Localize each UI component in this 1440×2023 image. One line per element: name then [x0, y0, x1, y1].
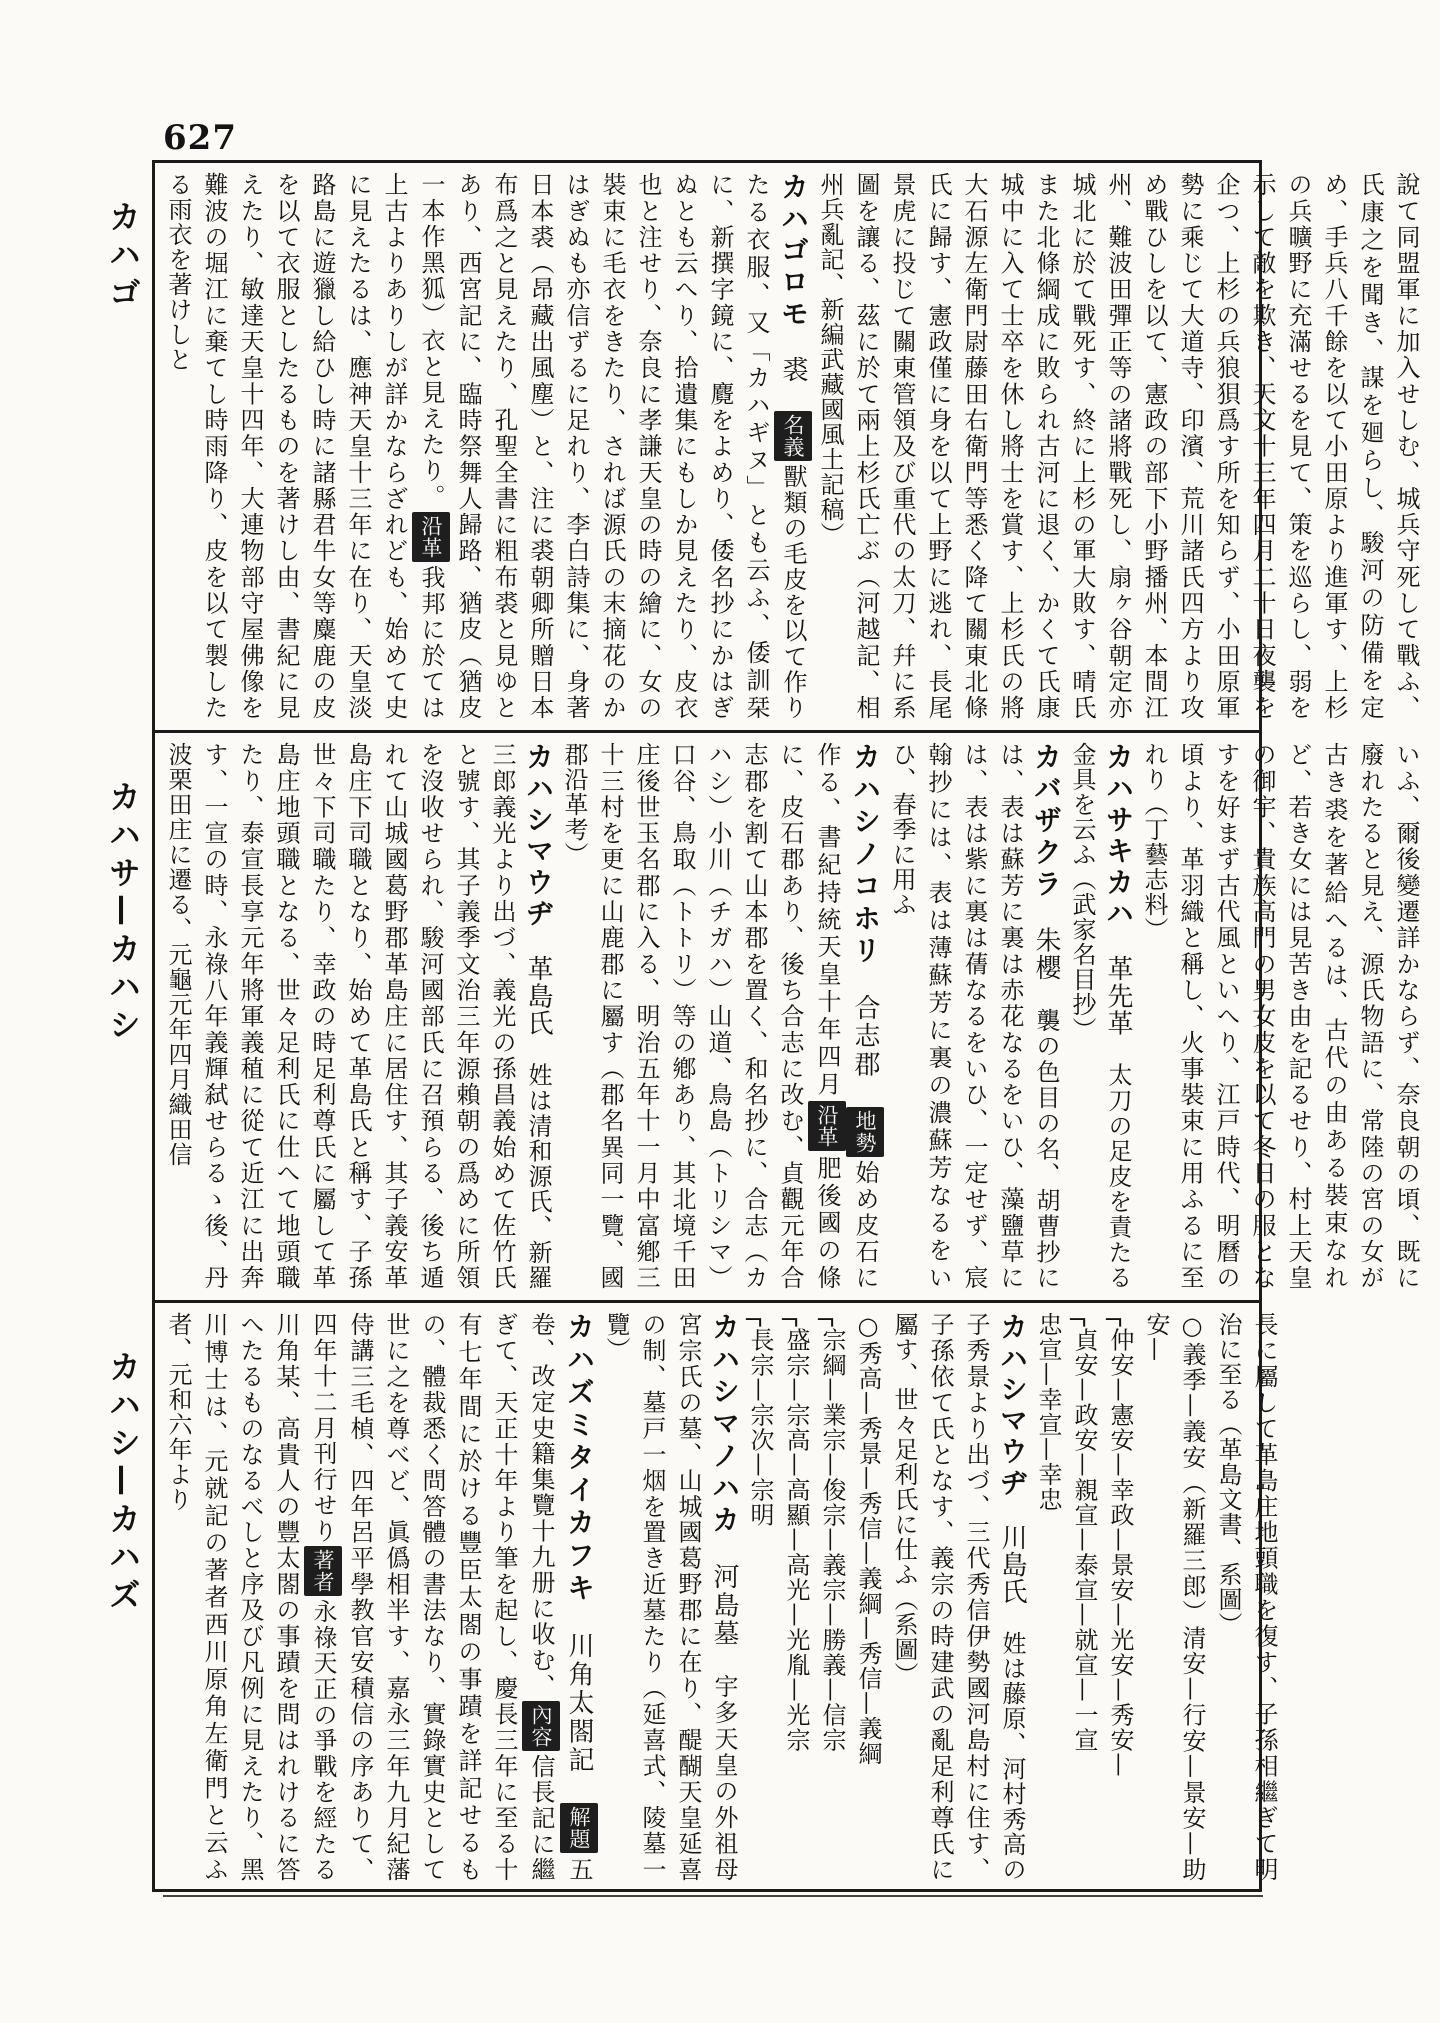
- paragraph: 說て同盟軍に加入せしむ、城兵守死して戰ふ、氏康之を聞き、謀を廻らし、駿河の防備を定め、手兵八千餘を以て小田原より進軍す、上杉の兵曠野に充滿せるを見て、策を巡らし、弱を示して敵を欺き、天文十三年四月二十日夜襲を企つ、上杉の兵狼狽爲す所を知らず、小田原軍勢に乘じて大道寺、印濱、荒川諸氏四方より攻め戰ひしを以て、憲政の部下小野播州、本間江州、難波田彈正等の諸將戰死し、扇ヶ谷朝定亦城北に於て戰死す、終に上杉の軍大敗す、晴氏また北條綱成に敗られ古河に退く、かくて氏康城中に入て士卒を休し將士を賞す、上杉氏の將大石源左衛門尉藤田右衛門等悉く降て關東北條氏に歸す、憲政僅に身を以て上野に逃れ、長尾景虎に投じて關東管領及び重代の太刀、幷に系圖を讓る、茲に於て兩上杉氏亡ぶ（河越記、相州兵亂記、新編武藏國風土記稿）: [816, 172, 1420, 720]
- genealogy-line: ┌長宗—宗次—宗明: [746, 1312, 774, 1528]
- headword-kanji: 革島氏: [523, 955, 553, 1038]
- genealogy-line: ┌仲安—憲安—幸政—景安—光安—秀安—: [1106, 1312, 1134, 1778]
- entry: [884, 742, 1064, 1290]
- entry: [1064, 742, 1136, 1290]
- entry: [886, 1312, 1030, 1882]
- page-number: 627: [163, 118, 237, 158]
- tag-label: 內容: [522, 1701, 560, 1751]
- running-heads: [100, 200, 140, 1800]
- section-divider-1: [152, 730, 1262, 733]
- section-bottom-text: [160, 1308, 1282, 1886]
- headword: カハシノコホリ: [849, 742, 882, 968]
- entry: [160, 742, 556, 1290]
- entry-text: 姓は藤原、河村秀高の子秀景より出づ、三代秀信伊勢國河島村に住す、子孫依て氏となす、義宗の時建武の亂足利尊氏に屬す、世々足利氏に仕ふ（系圖）: [890, 1312, 1026, 1883]
- headword: カハシマノハカ: [708, 1312, 741, 1538]
- section-middle-text: [160, 738, 1424, 1294]
- entry-text: 宇多天皇の外祖母宮宗氏の墓、山城國葛野郡に在り、醍醐天皇延喜の制、墓戸一烟を置き近墓たり（延喜式、陵墓一覽）: [602, 1312, 738, 1883]
- entry-text: 始め皮石に作る、書紀持統天皇十年四月: [813, 742, 879, 1291]
- tag-label: 解題: [560, 1803, 598, 1853]
- section-divider-2: [152, 1300, 1262, 1303]
- headword-kanji: 合志郡: [850, 993, 880, 1079]
- tag-label: 沿革: [412, 512, 450, 562]
- entry-text: 太刀の足皮を責たる金具を云ふ（武家名目抄）: [1068, 742, 1132, 1291]
- headword: カハズミタイカフキ: [563, 1312, 596, 1606]
- entry-text: 襲の色目の名、胡曹抄には、表は蘇芳に裏は赤花なるをいひ、藻鹽草には、表は紫に裏は蒨なるをいひ、一定せず、宸翰抄には、表は薄蘇芳に裏の濃蘇芳なるをいひ、春季に用ふ: [888, 742, 1060, 1291]
- entry: [598, 1312, 742, 1882]
- paragraph: 長に屬して革島庄地頭職を復す、子孫相繼ぎて明治に至る（革島文書、系圖）: [1214, 1312, 1278, 1882]
- headword-kanji: 河島墓: [709, 1563, 739, 1648]
- headword: カハシマウヂ: [996, 1312, 1029, 1499]
- bottom-rule: [163, 1895, 1263, 1897]
- entry-text: 永祿天正の爭戰を經たる川角某、高貴人の豐太閤の事蹟を問はれけるに答へたるものなるべしと序及び凡例に見えたり、黑川博士は、元就記の著者西川原角左衛門と云ふ者、元和六年より: [164, 1312, 337, 1883]
- paragraph: いふ、爾後變遷詳かならず、奈良朝の頃、既に廢れたると見え、源氏物語に、常陸の宮の女が古き裘を著給へるは、古代の由ある裝束なれど、若き女には見苦き由を記るせり、村上天皇の御宇、貴族高門の男女皮を以て冬日の服となすを好まず古代風といへり、江戸時代、明曆の頃より、革羽織と稱し、火事裝束に用ふるに至れり（丁藝志料）: [1140, 742, 1420, 1290]
- entry-kahagoromo: [160, 172, 812, 720]
- genealogy-line: 忠宣—幸宣—幸忠: [1034, 1312, 1062, 1512]
- headword-kanji: 川島氏: [997, 1524, 1027, 1606]
- headword-kanji: 革先革: [1103, 955, 1133, 1038]
- headword: カバザクラ: [1030, 742, 1063, 901]
- section-bottom: [160, 1308, 1278, 1886]
- genealogy-line: ┌盛宗—宗高—高顯—高光—光胤—光宗: [782, 1312, 810, 1753]
- headword: カハゴロモ: [777, 172, 810, 331]
- tag-label: 地勢: [846, 1107, 884, 1157]
- entry-text: 信長記に繼ぎて、天正十年より筆を起し、慶長三年に至る十有七年間に於ける豐臣太閤の事蹟を詳記せるもの、體裁悉く問答體の書法なり、實錄實史として世に之を尊べど、眞僞相半す、嘉永三年九月紀藩侍講三毛楨、四年呂平學教官安積信の序ありて、四年十二月刊行せり: [309, 1312, 555, 1883]
- headword: カハシマウヂ: [522, 742, 555, 930]
- running-head-top: カハゴ: [104, 200, 142, 314]
- entry-text: 我邦に於ては上古よりありしが詳かならざれども、始めて史に見えたるは、應神天皇十三年に在り、天皇淡路島に遊獵し給ひし時に諸縣君牛女等麋鹿の皮を以て衣服としたるものを著けし由、書紀に見えたり、敏達天皇十四年、大連物部守屋佛像を難波の堀江に棄てし時雨降り、皮を以て製したる雨衣を著けしと: [164, 172, 445, 720]
- genealogy-line: ○義季—義安（新羅三郎）清安—行安—景安—助安—: [1142, 1312, 1206, 1882]
- genealogy-line: ┌宗綱—業宗—俊宗—義宗—勝義—信宗: [818, 1312, 846, 1753]
- headword-kanji: 裘: [778, 356, 808, 384]
- headword: カハサキカハ: [1102, 742, 1135, 930]
- running-head-bottom: カハシ—カハズ: [104, 1350, 142, 1616]
- headword-kanji: 朱櫻: [1031, 926, 1061, 982]
- entry-text: 姓は清和源氏、新羅三郎義光より出づ、義光の孫昌義始めて佐竹氏と號す、其子義季文治三年源賴朝の爲めに所領を沒收せられ、駿河國部氏に召預らる、後ち遁れて山城國葛野郡革島庄に居住す、其子義安革島庄下司職となり、始めて革島氏と稱す、子孫世々下司職たり、幸政の時足利尊氏に屬して革島庄地頭職となる、世々足利氏に仕へて地頭職たり、泰宣長享元年將軍義稙に從て近江に出奔す、一宣の時、永祿八年義輝弑せらるゝ後、丹波栗田庄に遷る、元龜元年四月織田信: [164, 742, 552, 1291]
- genealogy-line: ┌貞安—政安—親宣—泰宣—就宣—一宣: [1070, 1312, 1098, 1753]
- entry-text: 五卷、改定史籍集覽十九册に收む、: [527, 1312, 593, 1883]
- tag-label: 著者: [304, 1546, 342, 1596]
- genealogy-line: ○秀高—秀景—秀信—義綱—秀信—義綱: [854, 1312, 882, 1766]
- section-middle: [160, 738, 1420, 1294]
- entry-text: 肥後國の條に、皮石郡あり、後ち合志に改む、貞觀元年合志郡を割て山本郡を置く、和名抄に、合志（カハシ）小川（チガハ）山道、鳥島（トリシマ）口谷、鳥取（トトリ）等の鄕あり、其北境千田庄後世玉名郡に入る、明治五年十一月中富鄕三十三村を更に山鹿郡に屬す（郡名異同一覽、國郡沿革考）: [560, 742, 841, 1291]
- section-top-text: [160, 168, 1424, 724]
- tag-label: 沿革: [808, 1101, 846, 1151]
- running-head-middle: カハサ—カハシ: [104, 780, 142, 1046]
- headword-kanji: 川角太閤記: [564, 1631, 594, 1775]
- entry-text: 獸類の毛皮を以て作りたる衣服、又「カハギヌ」とも云ふ、倭訓栞に、新撰字鏡に、麑をよめり、倭名抄にかはぎぬとも云へり、拾遺集にもしか見えたり、皮衣也と注せり、奈良に孝謙天皇の時の繪に、女の裝束に毛衣をきたり、されば源氏の末摘花のかはぎぬも亦信ずるに足れり、李白詩集に、身著日本裘（昂藏出風塵）と、注に裘朝卿所贈日本布爲之と見えたり、孔聖全書に粗布裘と見ゆとあり、西宮記に、臨時祭舞人歸路、猶皮（猶皮一本作黑狐）衣と見えたり。: [417, 172, 807, 721]
- section-top: [160, 168, 1420, 724]
- entry: [160, 1312, 598, 1882]
- entry: [556, 742, 884, 1290]
- tag-label: 名義: [774, 411, 812, 461]
